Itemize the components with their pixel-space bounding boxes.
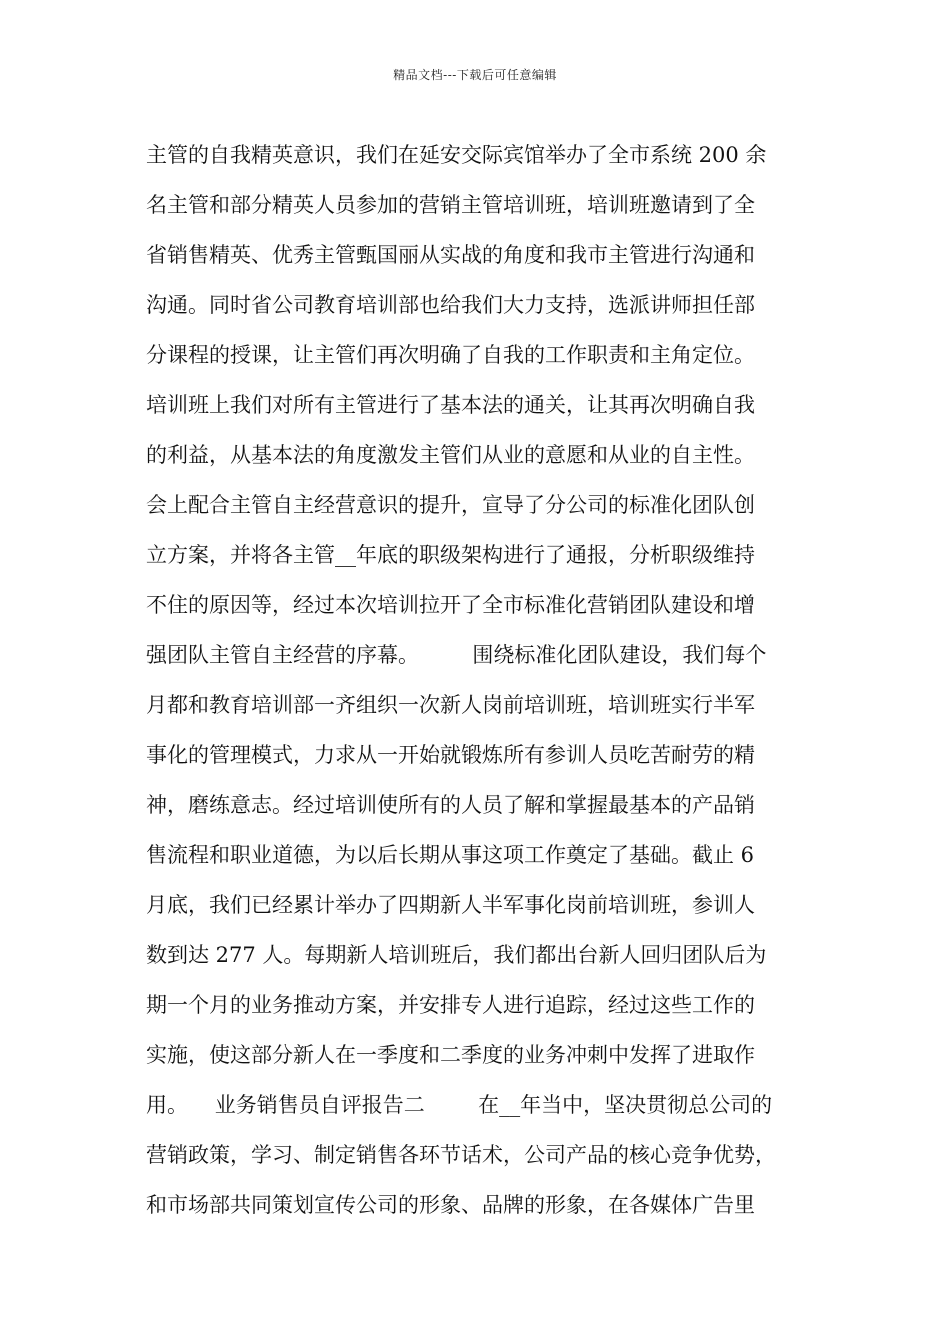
text-line: 省销售精英、优秀主管甄国丽从实战的角度和我市主管进行沟通和 [146, 243, 755, 267]
text-line: 营销政策，学习、制定销售各环节话术，公司产品的核心竞争优势， [146, 1143, 776, 1167]
page-header: 精品文档---下载后可任意编辑 [393, 68, 557, 82]
text-line: 实施，使这部分新人在一季度和二季度的业务冲刺中发挥了进取作 [146, 1043, 755, 1067]
text-line: 沟通。同时省公司教育培训部也给我们大力支持，选派讲师担任部 [146, 293, 755, 317]
text-line: 主管的自我精英意识，我们在延安交际宾馆举办了全市系统 200 余 [146, 143, 767, 167]
text-line: 会上配合主管自主经营意识的提升，宣导了分公司的标准化团队创 [146, 493, 755, 517]
text-line: 月底，我们已经累计举办了四期新人半军事化岗前培训班，参训人 [146, 893, 755, 917]
text-line: 分课程的授课，让主管们再次明确了自我的工作职责和主角定位。 [146, 343, 755, 367]
text-line: 不住的原因等，经过本次培训拉开了全市标准化营销团队建设和增 [146, 593, 755, 617]
text-line: 名主管和部分精英人员参加的营销主管培训班，培训班邀请到了全 [146, 193, 755, 217]
text-line: 用。 业务销售员自评报告二 在__年当中，坚决贯彻总公司的 [146, 1093, 773, 1117]
text-line: 立方案，并将各主管__年底的职级架构进行了通报，分析职级维持 [146, 543, 755, 567]
text-line: 数到达 277 人。每期新人培训班后，我们都出台新人回归团队后为 [146, 943, 767, 967]
text-line: 强团队主管自主经营的序幕。 围绕标准化团队建设，我们每个 [146, 643, 767, 667]
text-line: 培训班上我们对所有主管进行了基本法的通关，让其再次明确自我 [146, 393, 755, 417]
text-line: 和市场部共同策划宣传公司的形象、品牌的形象，在各媒体广告里 [146, 1193, 755, 1217]
text-line: 期一个月的业务推动方案，并安排专人进行追踪，经过这些工作的 [146, 993, 755, 1017]
text-line: 事化的管理模式，力求从一开始就锻炼所有参训人员吃苦耐劳的精 [146, 743, 755, 767]
text-line: 神，磨练意志。经过培训使所有的人员了解和掌握最基本的产品销 [146, 793, 755, 817]
text-line: 的利益，从基本法的角度激发主管们从业的意愿和从业的自主性。 [146, 443, 755, 467]
body-text [146, 130, 826, 1230]
text-line: 售流程和职业道德，为以后长期从事这项工作奠定了基础。截止 6 [146, 843, 755, 867]
text-line: 月都和教育培训部一齐组织一次新人岗前培训班，培训班实行半军 [146, 693, 755, 717]
